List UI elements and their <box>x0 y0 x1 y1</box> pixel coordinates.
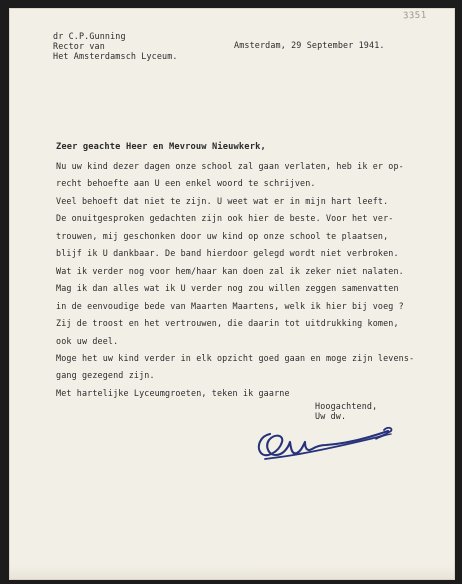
body-line: gang gezegend zijn. <box>56 370 155 381</box>
body-line: ook uw deel. <box>56 335 119 346</box>
body-line: trouwen, mij geschonken door uw kind op onze school te plaatsen, <box>56 230 389 241</box>
closing-line: Hoogachtend, <box>315 401 378 411</box>
signature <box>248 416 398 472</box>
salutation: Zeer geachte Heer en Mevrouw Nieuwkerk, <box>56 142 266 152</box>
body-line: in de eenvoudige bede van Maarten Maartens, welk ik hier bij voeg ? <box>56 300 404 311</box>
paper-bottom-shading <box>9 566 455 580</box>
body-line: Met hartelijke Lyceumgroeten, teken ik gaarne <box>56 387 290 398</box>
archive-number: 3351 <box>402 10 427 22</box>
body-line: Wat ik verder nog voor hem/haar kan doen zal ik zeker niet nalaten. <box>56 265 404 276</box>
place-date: Amsterdam, 29 September 1941. <box>234 40 385 50</box>
closing-line: Uw dw. <box>315 411 347 421</box>
letterhead-line: Rector van <box>53 41 105 51</box>
letterhead-line: dr C.P.Gunning <box>53 31 126 41</box>
body-line: Mag ik dan alles wat ik U verder nog zou willen zeggen samenvatten <box>56 283 399 294</box>
body-line: De onuitgesproken gedachten zijn ook hier de beste. Voor het ver- <box>56 213 394 224</box>
signature-stroke <box>259 431 388 455</box>
body-line: recht behoefte aan U een enkel woord te schrijven. <box>56 178 316 189</box>
signature-flourish <box>265 428 391 459</box>
letter-body <box>56 158 414 402</box>
letterhead <box>53 31 178 61</box>
body-line: blijf ik U dankbaar. De band hierdoor gelegd wordt niet verbroken. <box>56 248 399 259</box>
body-line: Veel behoeft dat niet te zijn. U weet wat er in mijn hart leeft. <box>56 195 389 206</box>
body-line: Moge het uw kind verder in elk opzicht goed gaan en moge zijn levens- <box>56 352 415 363</box>
letterhead-line: Het Amsterdamsch Lyceum. <box>53 51 178 61</box>
body-line: Nu uw kind dezer dagen onze school zal gaan verlaten, heb ik er op- <box>56 161 404 171</box>
body-line: Zij de troost en het vertrouwen, die daarin tot uitdrukking komen, <box>56 318 399 329</box>
